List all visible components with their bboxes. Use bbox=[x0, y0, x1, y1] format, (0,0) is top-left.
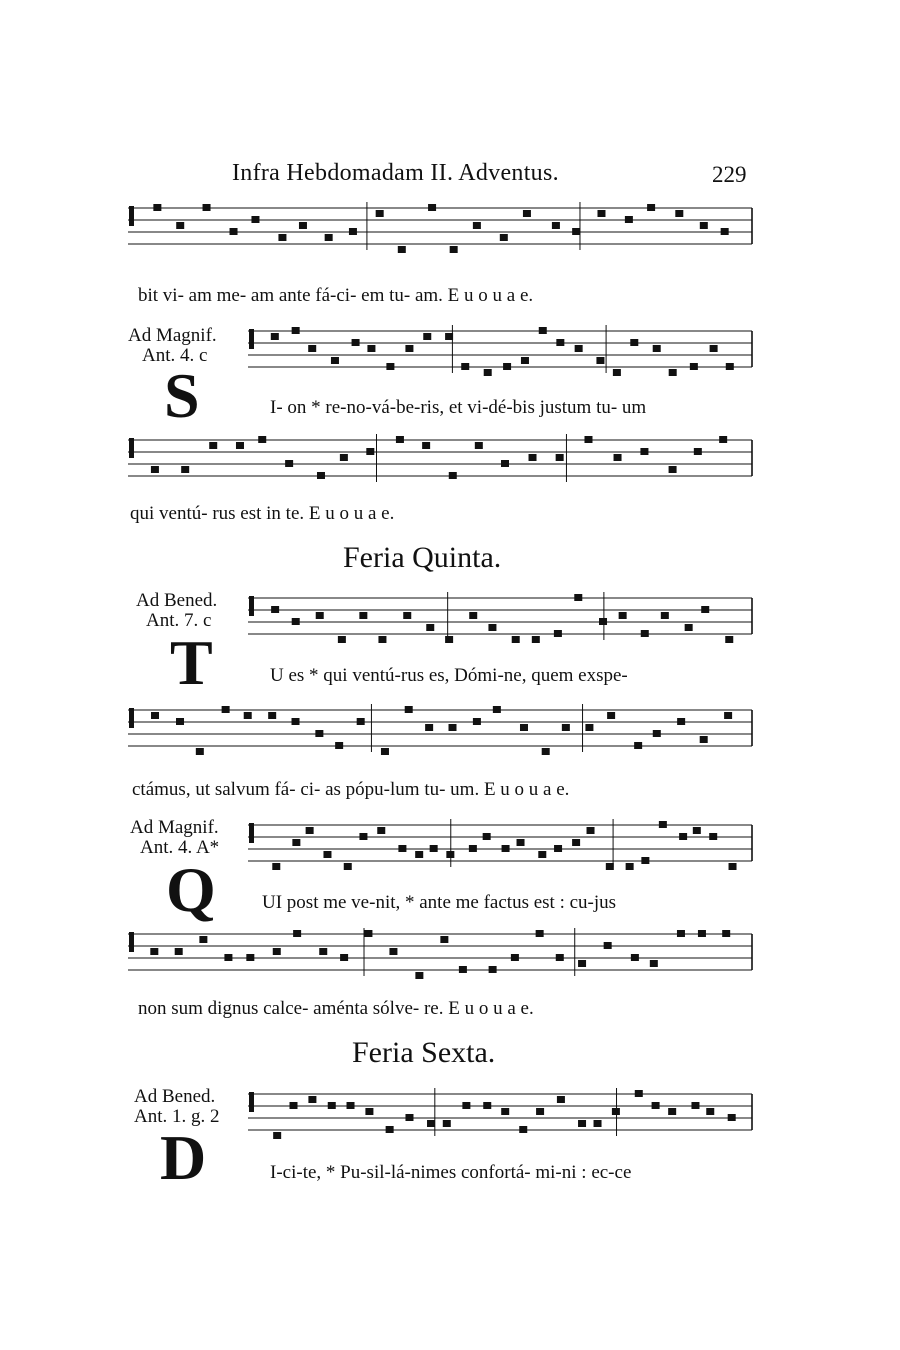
drop-cap-initial: T bbox=[170, 627, 213, 698]
lyrics-line-1: bit vi- am me- am ante fá-ci- em tu- am. E u o u a e. bbox=[138, 285, 534, 306]
antiphon-mode: Ant. 4. A* bbox=[140, 837, 220, 858]
lyrics-line-8: I-ci-te, * Pu-sil-lá-nimes confortá- mi-ni : ec-ce bbox=[270, 1162, 632, 1183]
page-title: Infra Hebdomadam II. Adventus. bbox=[232, 160, 559, 186]
antiphon-label: Ad Magnif. bbox=[128, 325, 217, 346]
drop-cap-initial: S bbox=[164, 360, 200, 431]
section-title: Feria Quinta. bbox=[343, 541, 502, 574]
lyrics-line-3: qui ventú- rus est in te. E u o u a e. bbox=[130, 503, 395, 524]
antiphon-mode: Ant. 1. g. 2 bbox=[134, 1106, 220, 1127]
page-number: 229 bbox=[712, 162, 747, 187]
drop-cap-initial: D bbox=[160, 1122, 207, 1193]
antiphon-mode: Ant. 7. c bbox=[146, 610, 212, 631]
antiphon-label: Ad Magnif. bbox=[130, 817, 219, 838]
antiphon-label: Ad Bened. bbox=[136, 590, 218, 611]
drop-cap-initial: Q bbox=[166, 854, 216, 925]
lyrics-line-7: non sum dignus calce- aménta sólve- re. E u o u a e. bbox=[138, 998, 534, 1019]
lyrics-line-5: ctámus, ut salvum fá- ci- as pópu-lum tu- um. E u o u a e. bbox=[132, 779, 570, 800]
lyrics-line-4: U es * qui ventú-rus es, Dómi-ne, quem exspe- bbox=[270, 665, 628, 686]
antiphon-label: Ad Bened. bbox=[134, 1086, 216, 1107]
lyrics-line-2: I- on * re-no-vá-be-ris, et vi-dé-bis justum tu- um bbox=[270, 397, 647, 418]
section-title: Feria Sexta. bbox=[352, 1036, 496, 1069]
antiphon-mode: Ant. 4. c bbox=[142, 345, 208, 366]
lyrics-line-6: UI post me ve-nit, * ante me factus est : cu-jus bbox=[262, 892, 617, 913]
